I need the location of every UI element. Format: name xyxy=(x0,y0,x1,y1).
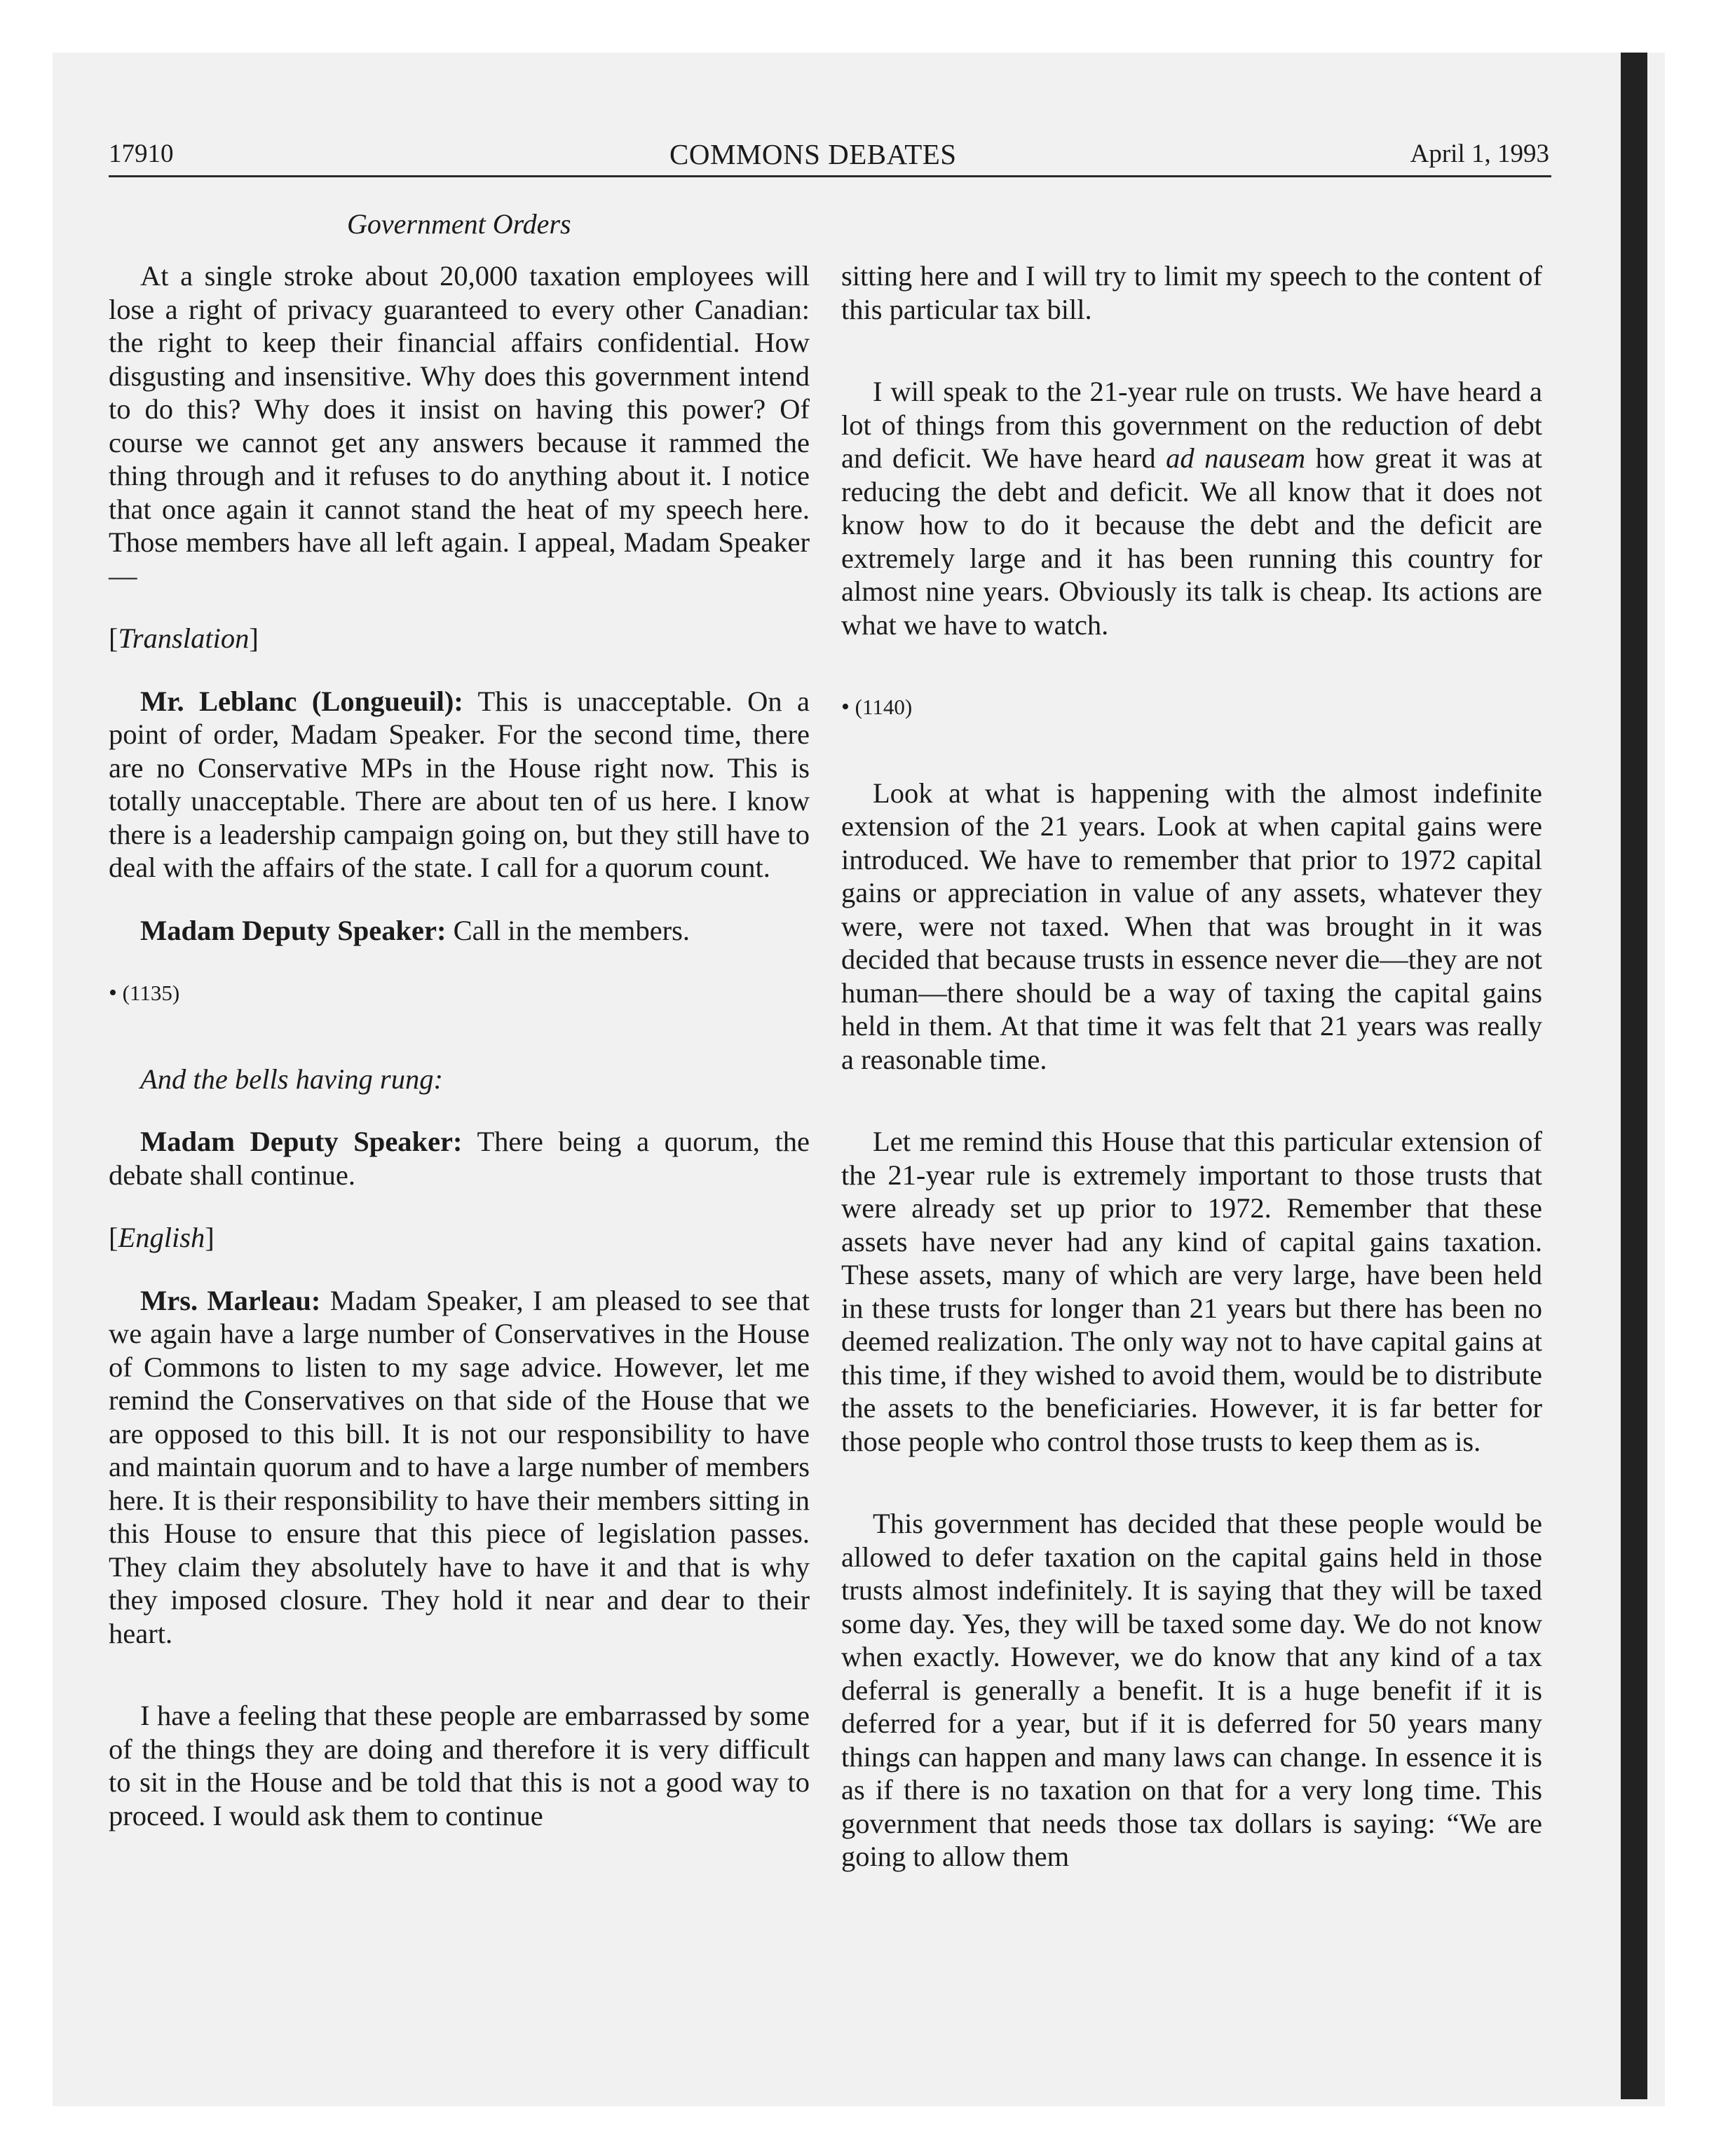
speaker-name: Mr. Leblanc (Longueuil): xyxy=(140,685,463,717)
paragraph: I have a feeling that these people are embarrassed by some of the things they are doing and therefore it is very difficult to sit in the House and be told that this is not a good way to proceed. I would ask them to continue xyxy=(109,1700,810,1831)
header-rule xyxy=(109,175,1551,177)
language-tag: [Translation] xyxy=(109,622,259,654)
speaker-name: Mrs. Marleau: xyxy=(140,1284,321,1316)
paragraph: This government has decided that these people would be allowed to defer taxation on the capital gains held in those trusts almost indefinitely. It is saying that they will be taxed some day. Yes, they will be taxed some day. We do not know when exactly. However, we do know that any kind of a tax deferral is generally a benefit. It is a huge benefit if it is deferred for a year, but if it is deferred for 50 years many things can happen and many laws can change. In essence it is as if there is no taxation on that for a very long time. This government that needs those tax dollars is saying: “We are going to allow them xyxy=(841,1508,1542,1872)
paragraph: At a single stroke about 20,000 taxation employees will lose a right of privacy guaranteed to every other Canadian: the right to keep their financial affairs confidential. How disgusting and insensitive. Why does this government intend to do this? Why does it insist on having this power? Of course we cannot get any answers because it rammed the thing through and it refuses to do anything about it. I notice that once again it cannot stand the heat of my speech here. Those members have all left again. I appeal, Madam Speaker— xyxy=(109,260,810,592)
section-title: Government Orders xyxy=(347,208,571,240)
speech-paragraph: Madam Deputy Speaker: Call in the members. xyxy=(140,914,690,946)
speaker-name: Madam Deputy Speaker: xyxy=(140,914,447,946)
paragraph: Let me remind this House that this particular extension of the 21-year rule is extremely important to those trusts that were already set up prior to 1972. Remember that these assets have never had any kind of capital gains taxation. These assets, many of which are very large, have been held in these trusts for longer than 21 years but there has been no deemed realization. The only way not to have capital gains at this time, if they wished to avoid them, would be to distribute the assets to the beneficiaries. However, it is far better for those people who control those trusts to keep them as is. xyxy=(841,1126,1542,1457)
speech-paragraph: Madam Deputy Speaker: There being a quorum, the debate shall continue. xyxy=(109,1126,810,1191)
left-column xyxy=(109,259,810,1832)
publication-title: COMMONS DEBATES xyxy=(669,138,957,170)
paragraph: I will speak to the 21-year rule on trusts. We have heard a lot of things from this government on the reduction of debt and deficit. We have heard ad nauseam how great it was at reducing the debt and deficit. We all know that it does not know how to do it because the debt and the deficit are extremely large and it has been running this country for almost nine years. Obviously its talk is cheap. Its actions are what we have to watch. xyxy=(841,376,1542,641)
right-column xyxy=(841,259,1542,1874)
stage-direction: And the bells having rung: xyxy=(140,1063,443,1095)
time-stamp: • (1135) xyxy=(109,980,180,1006)
scan-edge-shadow xyxy=(1621,53,1647,2099)
latin-phrase: ad nauseam xyxy=(1166,442,1306,474)
speaker-name: Madam Deputy Speaker: xyxy=(140,1126,463,1157)
paragraph: Look at what is happening with the almost indefinite extension of the 21 years. Look at when capital gains were introduced. We have to remember that prior to 1972 capital gains or appreciation in value of any assets, whatever they were, were not taxed. When that was brought in it was decided that because trusts in essence never die—they are not human—there should be a way of taxing the capital gains held in them. At that time it was felt that 21 years was really a reasonable time. xyxy=(841,777,1542,1075)
publication-date: April 1, 1993 xyxy=(1410,139,1549,168)
speech-paragraph: Mr. Leblanc (Longueuil): This is unacceptable. On a point of order, Madam Speaker. For the second time, there are no Conservative MPs in the House right now. This is totally unacceptable. There are about ten of us here. I know there is a leadership campaign going on, but they still have to deal with the affairs of the state. I call for a quorum count. xyxy=(109,685,810,883)
page-number: 17910 xyxy=(109,139,174,168)
speech-paragraph: Mrs. Marleau: Madam Speaker, I am pleased to see that we again have a large number of Conservatives in the House of Commons to listen to my sage advice. However, let me remind the Conservatives on that side of the House that we are opposed to this bill. It is not our responsibility to have and maintain quorum and to have a large number of members here. It is their responsibility to have their members sitting in this House to ensure that this piece of legislation passes. They claim they absolutely have to have it and that is why they imposed closure. They hold it near and dear to their heart. xyxy=(109,1284,810,1649)
paragraph: sitting here and I will try to limit my speech to the content of this particular tax bill. xyxy=(841,260,1542,325)
time-stamp: • (1140) xyxy=(841,694,913,720)
language-tag: [English] xyxy=(109,1222,215,1253)
